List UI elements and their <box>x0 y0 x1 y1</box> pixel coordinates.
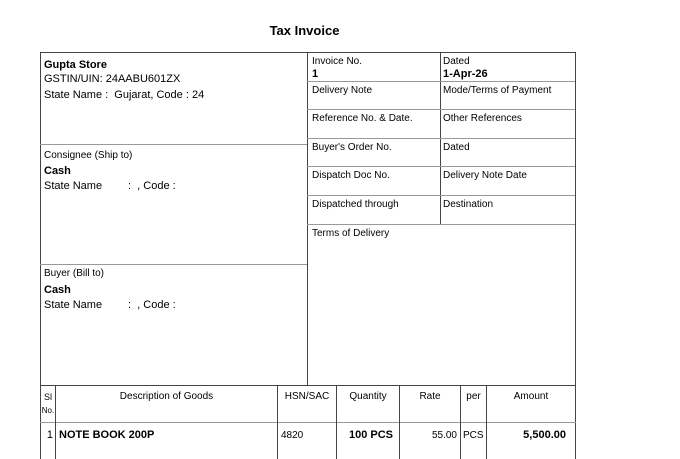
header-per: per <box>466 391 481 402</box>
frame-top-border <box>40 52 576 53</box>
invoice-no-value: 1 <box>312 68 319 80</box>
row-rate: 55.00 <box>431 430 457 441</box>
header-rate: Rate <box>419 391 441 402</box>
delivery-note-label: Delivery Note <box>312 85 373 96</box>
seller-name: Gupta Store <box>44 59 107 71</box>
terms-of-delivery-label: Terms of Delivery <box>312 228 390 239</box>
seller-gstin: GSTIN/UIN: 24AABU601ZX <box>44 73 181 85</box>
dispatch-doc-label: Dispatch Doc No. <box>312 170 390 181</box>
consignee-heading: Consignee (Ship to) <box>44 150 133 161</box>
destination-label: Destination <box>443 199 494 210</box>
header-sl-no: No. <box>41 406 55 415</box>
row-quantity: 100 PCS <box>348 429 393 441</box>
table-top-border <box>40 385 576 386</box>
meta-row-line-2 <box>307 109 575 110</box>
buyers-order-label: Buyer's Order No. <box>312 142 392 153</box>
invoice-no-label: Invoice No. <box>312 56 363 67</box>
header-hsn: HSN/SAC <box>284 391 330 402</box>
header-sl: Sl <box>43 392 52 402</box>
seller-state: State Name : Gujarat, Code : 24 <box>44 89 205 101</box>
meta-row-line-4 <box>307 166 575 167</box>
consignee-buyer-divider <box>40 264 307 265</box>
dated-value: 1-Apr-26 <box>443 68 488 80</box>
mode-terms-label: Mode/Terms of Payment <box>443 85 552 96</box>
delivery-note-date-label: Delivery Note Date <box>443 170 527 181</box>
table-header-bottom <box>40 422 576 423</box>
header-amount: Amount <box>513 391 549 402</box>
reference-no-label: Reference No. & Date. <box>312 113 413 124</box>
row-sl: 1 <box>46 429 53 441</box>
buyer-state-label: State Name <box>44 299 103 311</box>
row-description: NOTE BOOK 200P <box>59 429 155 441</box>
dispatched-through-label: Dispatched through <box>312 199 399 210</box>
consignee-state-value: : , Code : <box>128 180 176 192</box>
buyer-name: Cash <box>44 284 71 296</box>
row-hsn: 4820 <box>281 430 304 441</box>
page-title: Tax Invoice <box>269 23 340 38</box>
other-references-label: Other References <box>443 113 522 124</box>
row-per: PCS <box>463 430 484 441</box>
meta-row-line-6 <box>307 224 575 225</box>
row-amount: 5,500.00 <box>523 429 566 441</box>
frame-middle-divider <box>307 52 308 385</box>
header-quantity: Quantity <box>349 391 387 402</box>
meta-row-line-1 <box>307 81 575 82</box>
consignee-state-label: State Name <box>44 180 103 192</box>
meta-row-line-3 <box>307 138 575 139</box>
dated-label: Dated <box>443 56 470 67</box>
meta-row-line-5 <box>307 195 575 196</box>
header-description: Description of Goods <box>119 391 214 402</box>
buyer-state-value: : , Code : <box>128 299 176 311</box>
dated2-label: Dated <box>443 142 470 153</box>
frame-right-border <box>575 52 576 459</box>
consignee-name: Cash <box>44 165 71 177</box>
buyer-heading: Buyer (Bill to) <box>44 268 105 279</box>
seller-consignee-divider <box>40 144 307 145</box>
